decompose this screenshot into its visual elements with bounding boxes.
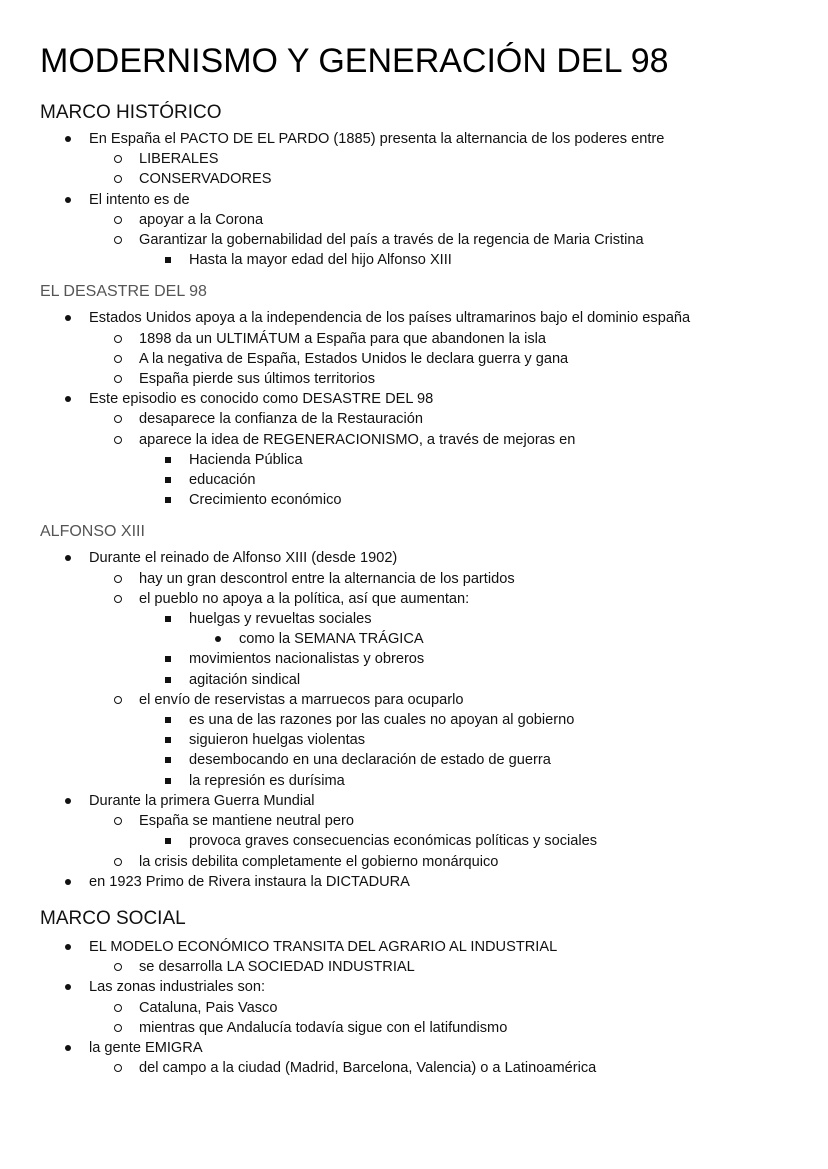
list-item: Durante la primera Guerra Mundial	[89, 792, 315, 809]
list-item: desaparece la confianza de la Restauración	[139, 411, 423, 428]
list-item: educación	[189, 472, 256, 489]
section-heading-desastre-98: EL DESASTRE DEL 98	[40, 283, 207, 301]
section-list-desastre-98	[40, 308, 788, 510]
list-item: Cataluna, Pais Vasco	[139, 999, 278, 1016]
document-title: MODERNISMO Y GENERACIÓN DEL 98	[40, 42, 669, 80]
list-item: Crecimiento económico	[189, 492, 342, 509]
list-item: provoca graves consecuencias económicas políticas y sociales	[189, 833, 598, 850]
list-item: huelgas y revueltas sociales	[189, 611, 372, 628]
list-item: siguieron huelgas violentas	[189, 732, 366, 749]
section-heading-marco-social: MARCO SOCIAL	[40, 907, 186, 929]
list-item: como la SEMANA TRÁGICA	[239, 631, 424, 648]
list-item: aparece la idea de REGENERACIONISMO, a través de mejoras en	[139, 431, 576, 448]
section-list-alfonso-xiii	[40, 548, 788, 891]
list-item: Estados Unidos apoya a la independencia de los países ultramarinos bajo el dominio españa	[89, 310, 691, 327]
list-item: la crisis debilita completamente el gobierno monárquico	[139, 853, 499, 870]
list-item: el envío de reservistas a marruecos para ocuparlo	[139, 691, 464, 708]
list-item: es una de las razones por las cuales no apoyan al gobierno	[189, 712, 575, 729]
list-item: A la negativa de España, Estados Unidos le declara guerra y gana	[139, 350, 569, 367]
section-list-marco-historico	[40, 129, 788, 270]
list-item: El intento es de	[89, 191, 190, 208]
list-item: mientras que Andalucía todavía sigue con el latifundismo	[139, 1019, 508, 1036]
list-item: la gente EMIGRA	[89, 1039, 203, 1056]
list-item: En España el PACTO DE EL PARDO (1885) presenta la alternancia de los poderes entre	[89, 131, 665, 147]
section-heading-marco-historico: MARCO HISTÓRICO	[40, 102, 222, 123]
list-item: el pueblo no apoya a la política, así que aumentan:	[139, 590, 470, 607]
list-item: la represión es durísima	[189, 772, 345, 789]
list-item: Hacienda Pública	[189, 451, 303, 468]
list-item: LIBERALES	[139, 151, 219, 168]
list-item: agitación sindical	[189, 671, 301, 688]
list-item: desembocando en una declaración de estado de guerra	[189, 752, 551, 769]
list-item: España pierde sus últimos territorios	[139, 371, 376, 388]
section-list-marco-social	[40, 937, 788, 1078]
list-item: Este episodio es conocido como DESASTRE DEL 98	[89, 391, 434, 408]
section-heading-alfonso-xiii: ALFONSO XIII	[40, 523, 145, 541]
list-item: movimientos nacionalistas y obreros	[189, 651, 425, 668]
list-item: se desarrolla LA SOCIEDAD INDUSTRIAL	[139, 959, 415, 976]
list-item: 1898 da un ULTIMÁTUM a España para que abandonen la isla	[139, 330, 546, 347]
list-item: del campo a la ciudad (Madrid, Barcelona, Valencia) o a Latinoamérica	[139, 1060, 597, 1077]
list-item: apoyar a la Corona	[139, 211, 264, 228]
list-item: CONSERVADORES	[139, 171, 272, 188]
list-item: Las zonas industriales son:	[89, 979, 266, 996]
list-item: Durante el reinado de Alfonso XIII (desde 1902)	[89, 550, 398, 567]
list-item: Garantizar la gobernabilidad del país a través de la regencia de Maria Cristina	[139, 232, 644, 249]
list-item: Hasta la mayor edad del hijo Alfonso XIII	[189, 252, 452, 269]
list-item: EL MODELO ECONÓMICO TRANSITA DEL AGRARIO AL INDUSTRIAL	[89, 938, 558, 955]
list-item: en 1923 Primo de Rivera instaura la DICTADURA	[89, 873, 410, 890]
list-item: hay un gran descontrol entre la alternancia de los partidos	[139, 570, 515, 587]
list-item: España se mantiene neutral pero	[139, 813, 354, 830]
